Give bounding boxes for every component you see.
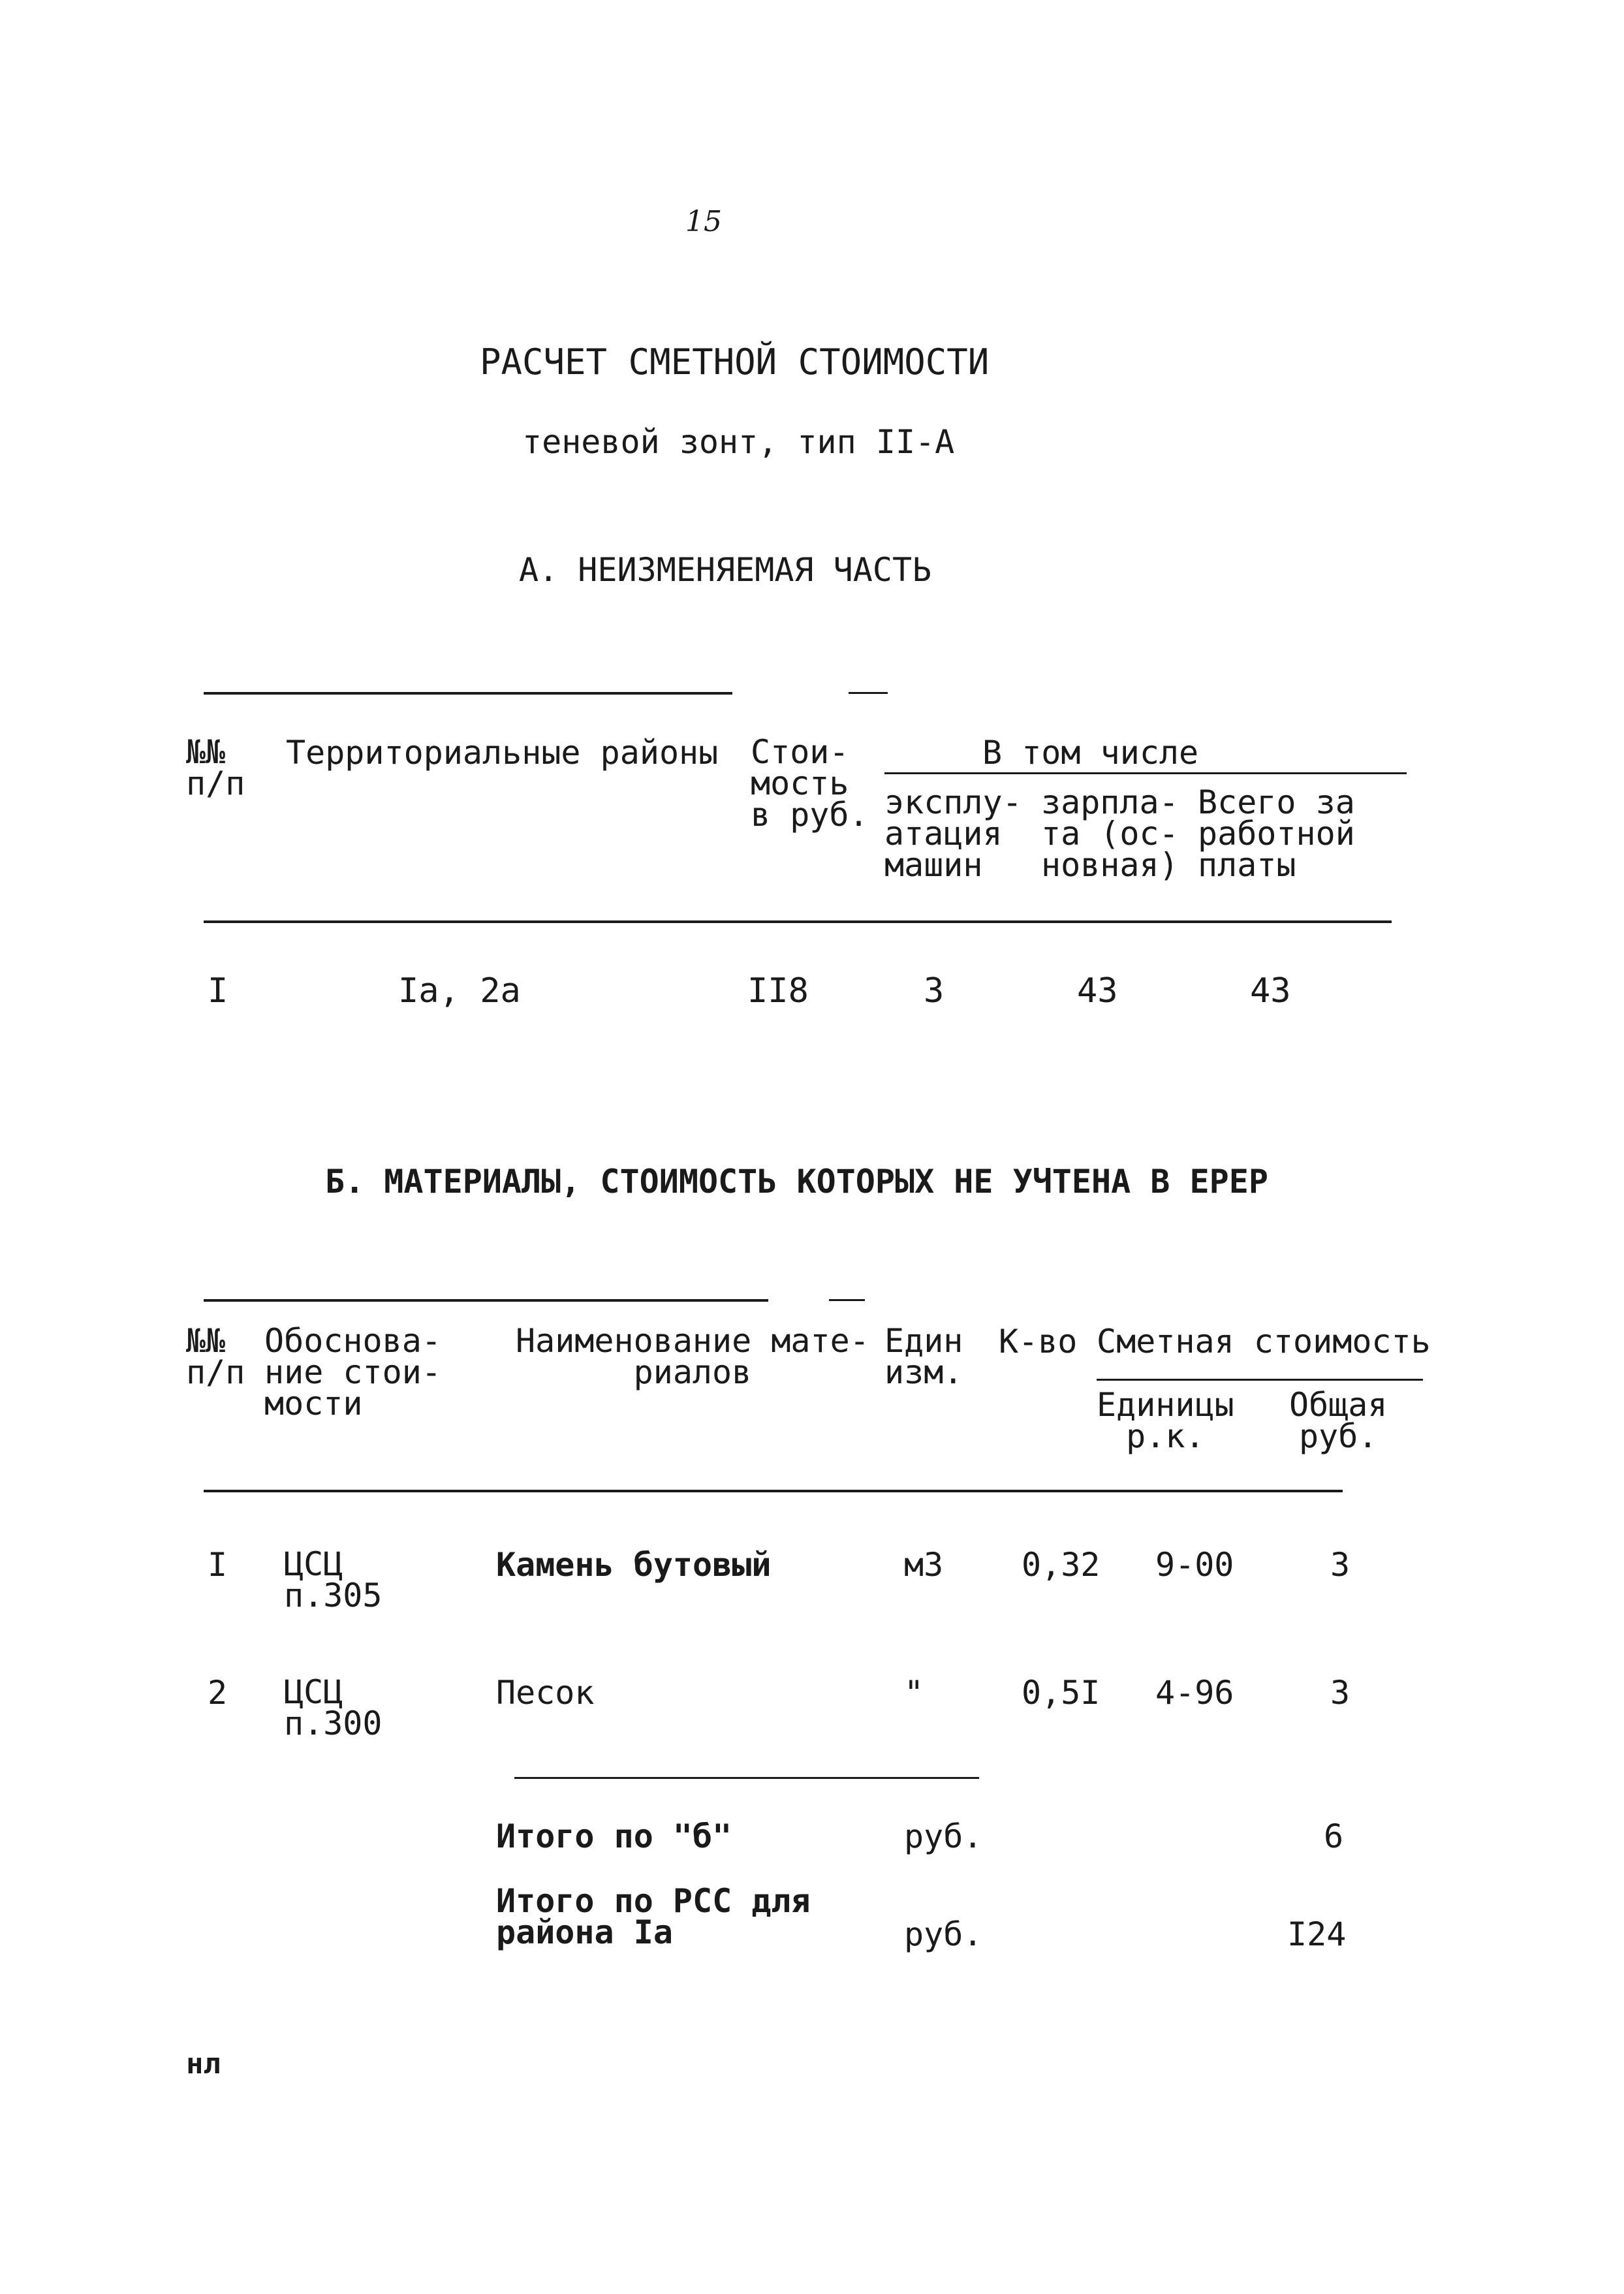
section-b-top-rule xyxy=(204,1299,768,1302)
a-header-incl-rule xyxy=(884,772,1407,774)
a-header-region: Территориальные районы xyxy=(286,734,719,772)
b-header-basis: Обоснова- ние стои- мости xyxy=(264,1322,441,1422)
b-cell-qty: 0,5I xyxy=(1022,1674,1101,1712)
b-header-unit-cost: Единицы р.к. xyxy=(1097,1386,1234,1455)
section-b-heading: Б. МАТЕРИАЛЫ, СТОИМОСТЬ КОТОРЫХ НЕ УЧТЕНА В ЕРЕР xyxy=(325,1163,1268,1201)
b-cell-basis: ЦСЦ п.300 xyxy=(284,1673,383,1742)
b-cell-basis: ЦСЦ п.305 xyxy=(284,1545,383,1614)
b-cell-name: Песок xyxy=(496,1674,595,1712)
b-header-name: Наименование мате- риалов xyxy=(516,1322,869,1391)
b-header-num: №№ п/п xyxy=(186,1322,245,1391)
total-region-label: Итого по РСС для района Iа xyxy=(496,1882,811,1951)
a-header-wages: зарпла- та (ос- новная) xyxy=(1041,783,1179,884)
section-a-top-rule xyxy=(204,692,732,695)
b-cell-total-cost: 3 xyxy=(1330,1546,1351,1584)
footer-mark: нл xyxy=(186,2047,221,2081)
section-a-header-rule xyxy=(204,920,1392,923)
section-b-header-rule xyxy=(204,1490,1343,1492)
section-b-top-rule-dash xyxy=(829,1299,865,1301)
a-header-total-wages: Всего за работной платы xyxy=(1198,783,1355,884)
b-cell-unit: " xyxy=(904,1674,924,1712)
a-cell-machines: 3 xyxy=(924,971,945,1011)
b-header-qty: К-во xyxy=(999,1323,1078,1360)
document-subtitle: теневой зонт, тип II-А xyxy=(522,423,955,461)
b-cell-unit-cost: 9-00 xyxy=(1155,1546,1234,1584)
b-header-cost: Сметная стоимость xyxy=(1097,1323,1431,1360)
a-cell-wages: 43 xyxy=(1077,971,1118,1011)
document-title: РАСЧЕТ СМЕТНОЙ СТОИМОСТИ xyxy=(480,341,990,383)
total-b-value: 6 xyxy=(1324,1817,1344,1855)
b-cell-unit: м3 xyxy=(904,1546,944,1584)
b-cell-unit-cost: 4-96 xyxy=(1155,1674,1234,1712)
b-cell-qty: 0,32 xyxy=(1022,1546,1101,1584)
section-a-heading: А. НЕИЗМЕНЯЕМАЯ ЧАСТЬ xyxy=(519,551,932,589)
b-header-unit: Един изм. xyxy=(884,1322,963,1391)
b-header-cost-rule xyxy=(1097,1379,1423,1381)
b-cell-num: 2 xyxy=(208,1674,228,1712)
b-cell-num: I xyxy=(208,1546,228,1584)
b-cell-name: Камень бутовый xyxy=(496,1546,772,1584)
total-b-unit: руб. xyxy=(904,1817,983,1855)
page-number: 15 xyxy=(685,205,722,238)
total-region-value: I24 xyxy=(1287,1915,1347,1953)
a-header-num: №№ п/п xyxy=(186,733,245,802)
a-header-cost: Стои- мость в руб. xyxy=(751,733,869,834)
a-header-incl: В том числе xyxy=(982,734,1199,772)
a-cell-num: I xyxy=(208,971,228,1011)
totals-rule xyxy=(514,1777,979,1779)
total-b-label: Итого по "б" xyxy=(496,1817,732,1855)
a-header-machines: эксплу- атация машин xyxy=(884,783,1022,884)
a-cell-region: Iа, 2а xyxy=(398,971,521,1011)
total-region-unit: руб. xyxy=(904,1915,983,1953)
section-a-top-rule-dash xyxy=(849,692,888,694)
a-cell-cost: II8 xyxy=(747,971,809,1011)
b-header-total-cost: Общая руб. xyxy=(1289,1386,1388,1455)
b-cell-total-cost: 3 xyxy=(1330,1674,1351,1712)
a-cell-total-wages: 43 xyxy=(1250,971,1291,1011)
